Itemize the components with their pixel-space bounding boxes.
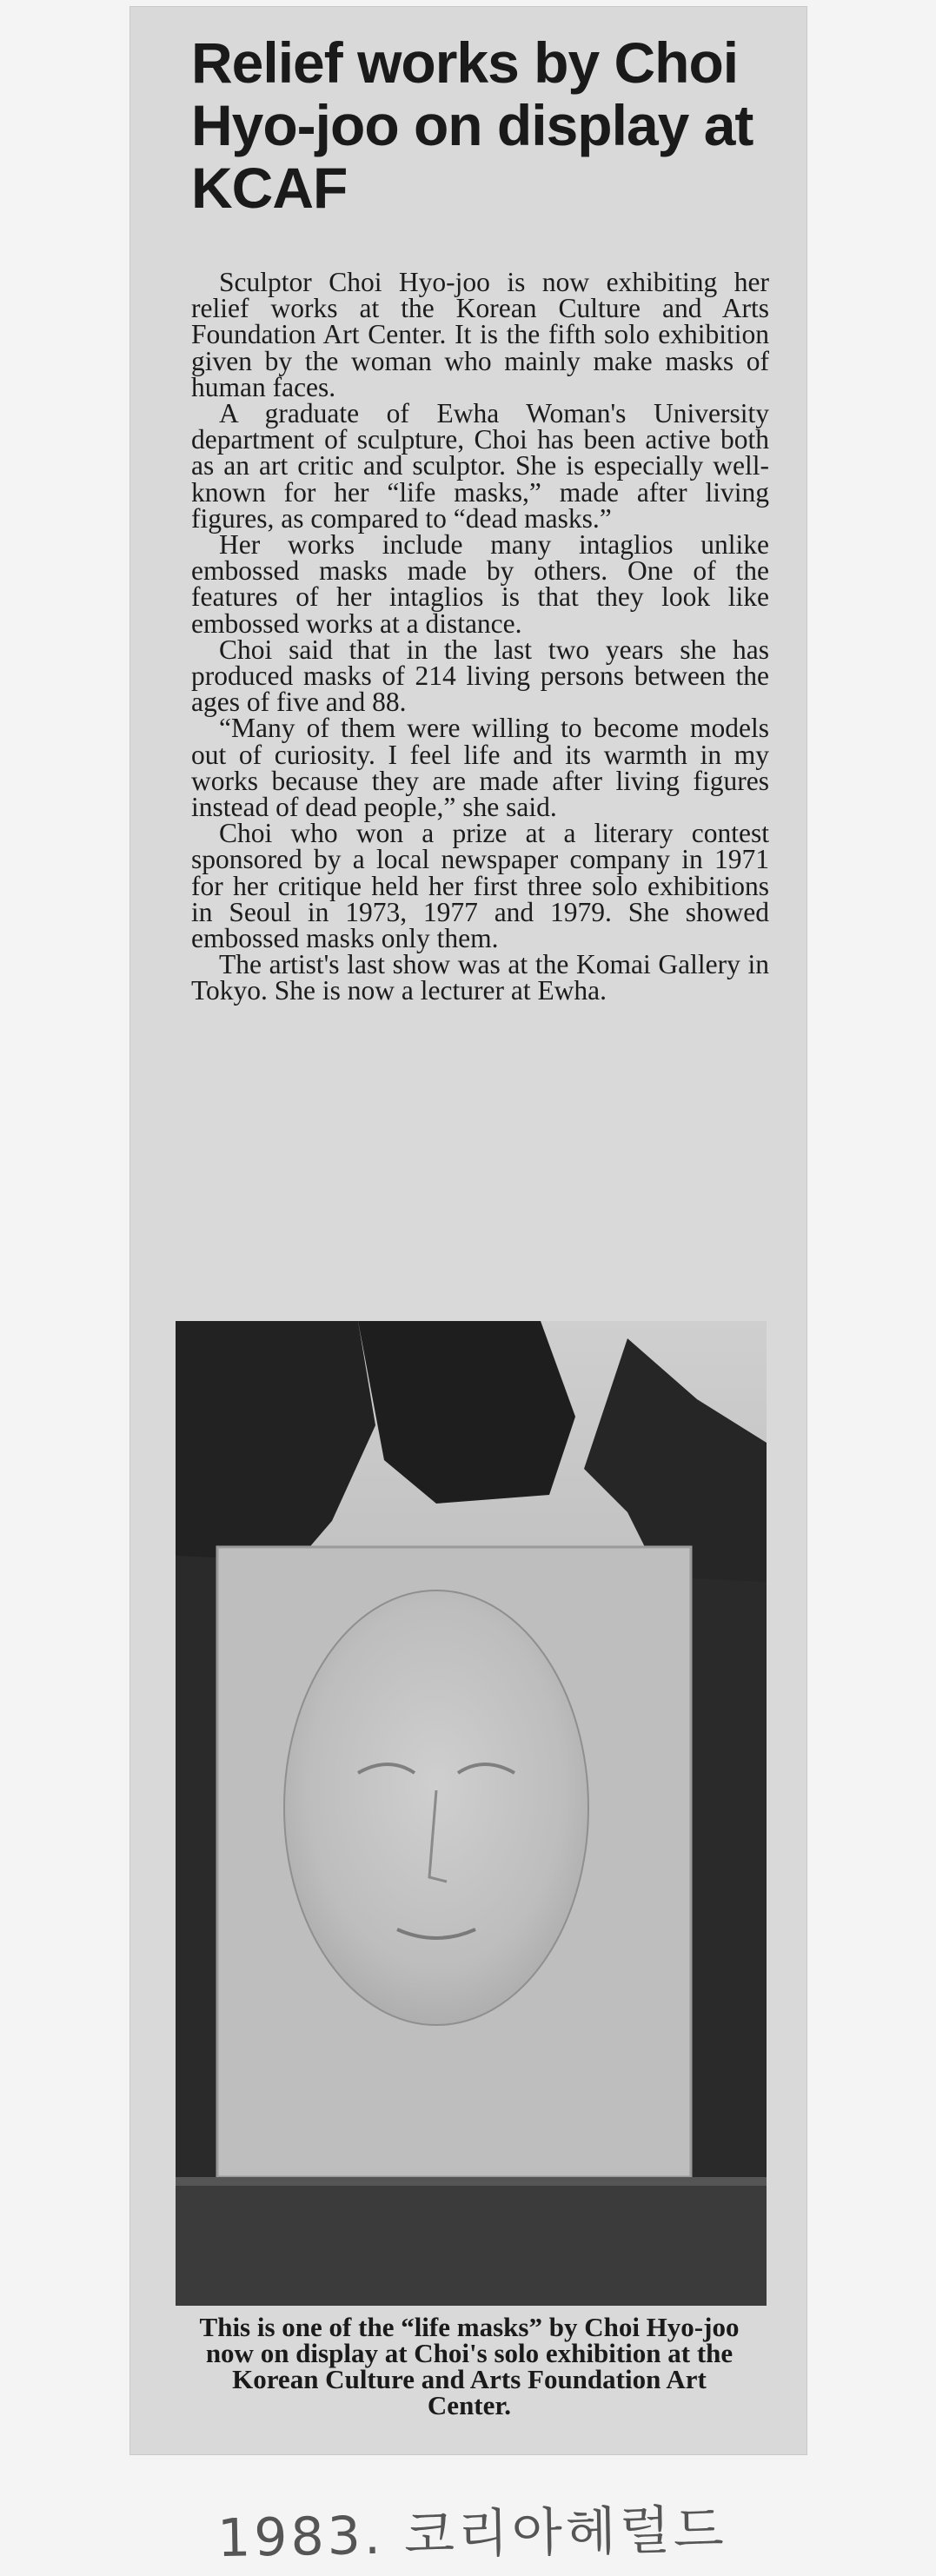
paragraph: The artist's last show was at the Komai Gallery in Tokyo. She is now a lecturer at Ewha. bbox=[191, 949, 769, 1006]
headline: Relief works by Choi Hyo-joo on display at KCAF bbox=[191, 30, 753, 220]
newspaper-clipping bbox=[130, 7, 807, 2454]
paragraph: Her works include many intaglios unlike embossed masks made by others. One of the features of her intaglios is that they look like embossed works at a distance. bbox=[191, 529, 769, 639]
paragraph: A graduate of Ewha Woman's University department of sculpture, Choi has been active both as an art critic and sculptor. She is especially well-known for her “life masks,” made after living figures, as compared to “dead masks.” bbox=[191, 398, 769, 534]
paragraph: “Many of them were willing to become models out of curiosity. I feel life and its warmth in my works because they are made after living figures instead of dead people,” she said. bbox=[191, 713, 769, 823]
life-mask-photo bbox=[176, 1321, 767, 2306]
life-mask-photo-illustration bbox=[176, 1321, 767, 2306]
paragraph: Sculptor Choi Hyo-joo is now exhibiting her relief works at the Korean Culture and Arts Foundation Art Center. It is the fifth solo exhibition given by the woman who mainly make masks of human faces. bbox=[191, 267, 769, 402]
handwritten-annotation: 1983. 코리아헤럴드 bbox=[216, 2499, 728, 2570]
paragraph: Choi said that in the last two years she has produced masks of 214 living persons between the ages of five and 88. bbox=[191, 634, 769, 718]
article-body bbox=[191, 269, 769, 1005]
photo-caption: This is one of the “life masks” by Choi Hyo-joo now on display at Choi's solo exhibition at the Korean Culture and Arts Foundation Art Center. bbox=[199, 2312, 740, 2420]
paragraph: Choi who won a prize at a literary contest sponsored by a local newspaper company in 1971 for her critique held her first three solo exhibitions in Seoul in 1973, 1977 and 1979. She showed embossed masks only them. bbox=[191, 818, 769, 954]
